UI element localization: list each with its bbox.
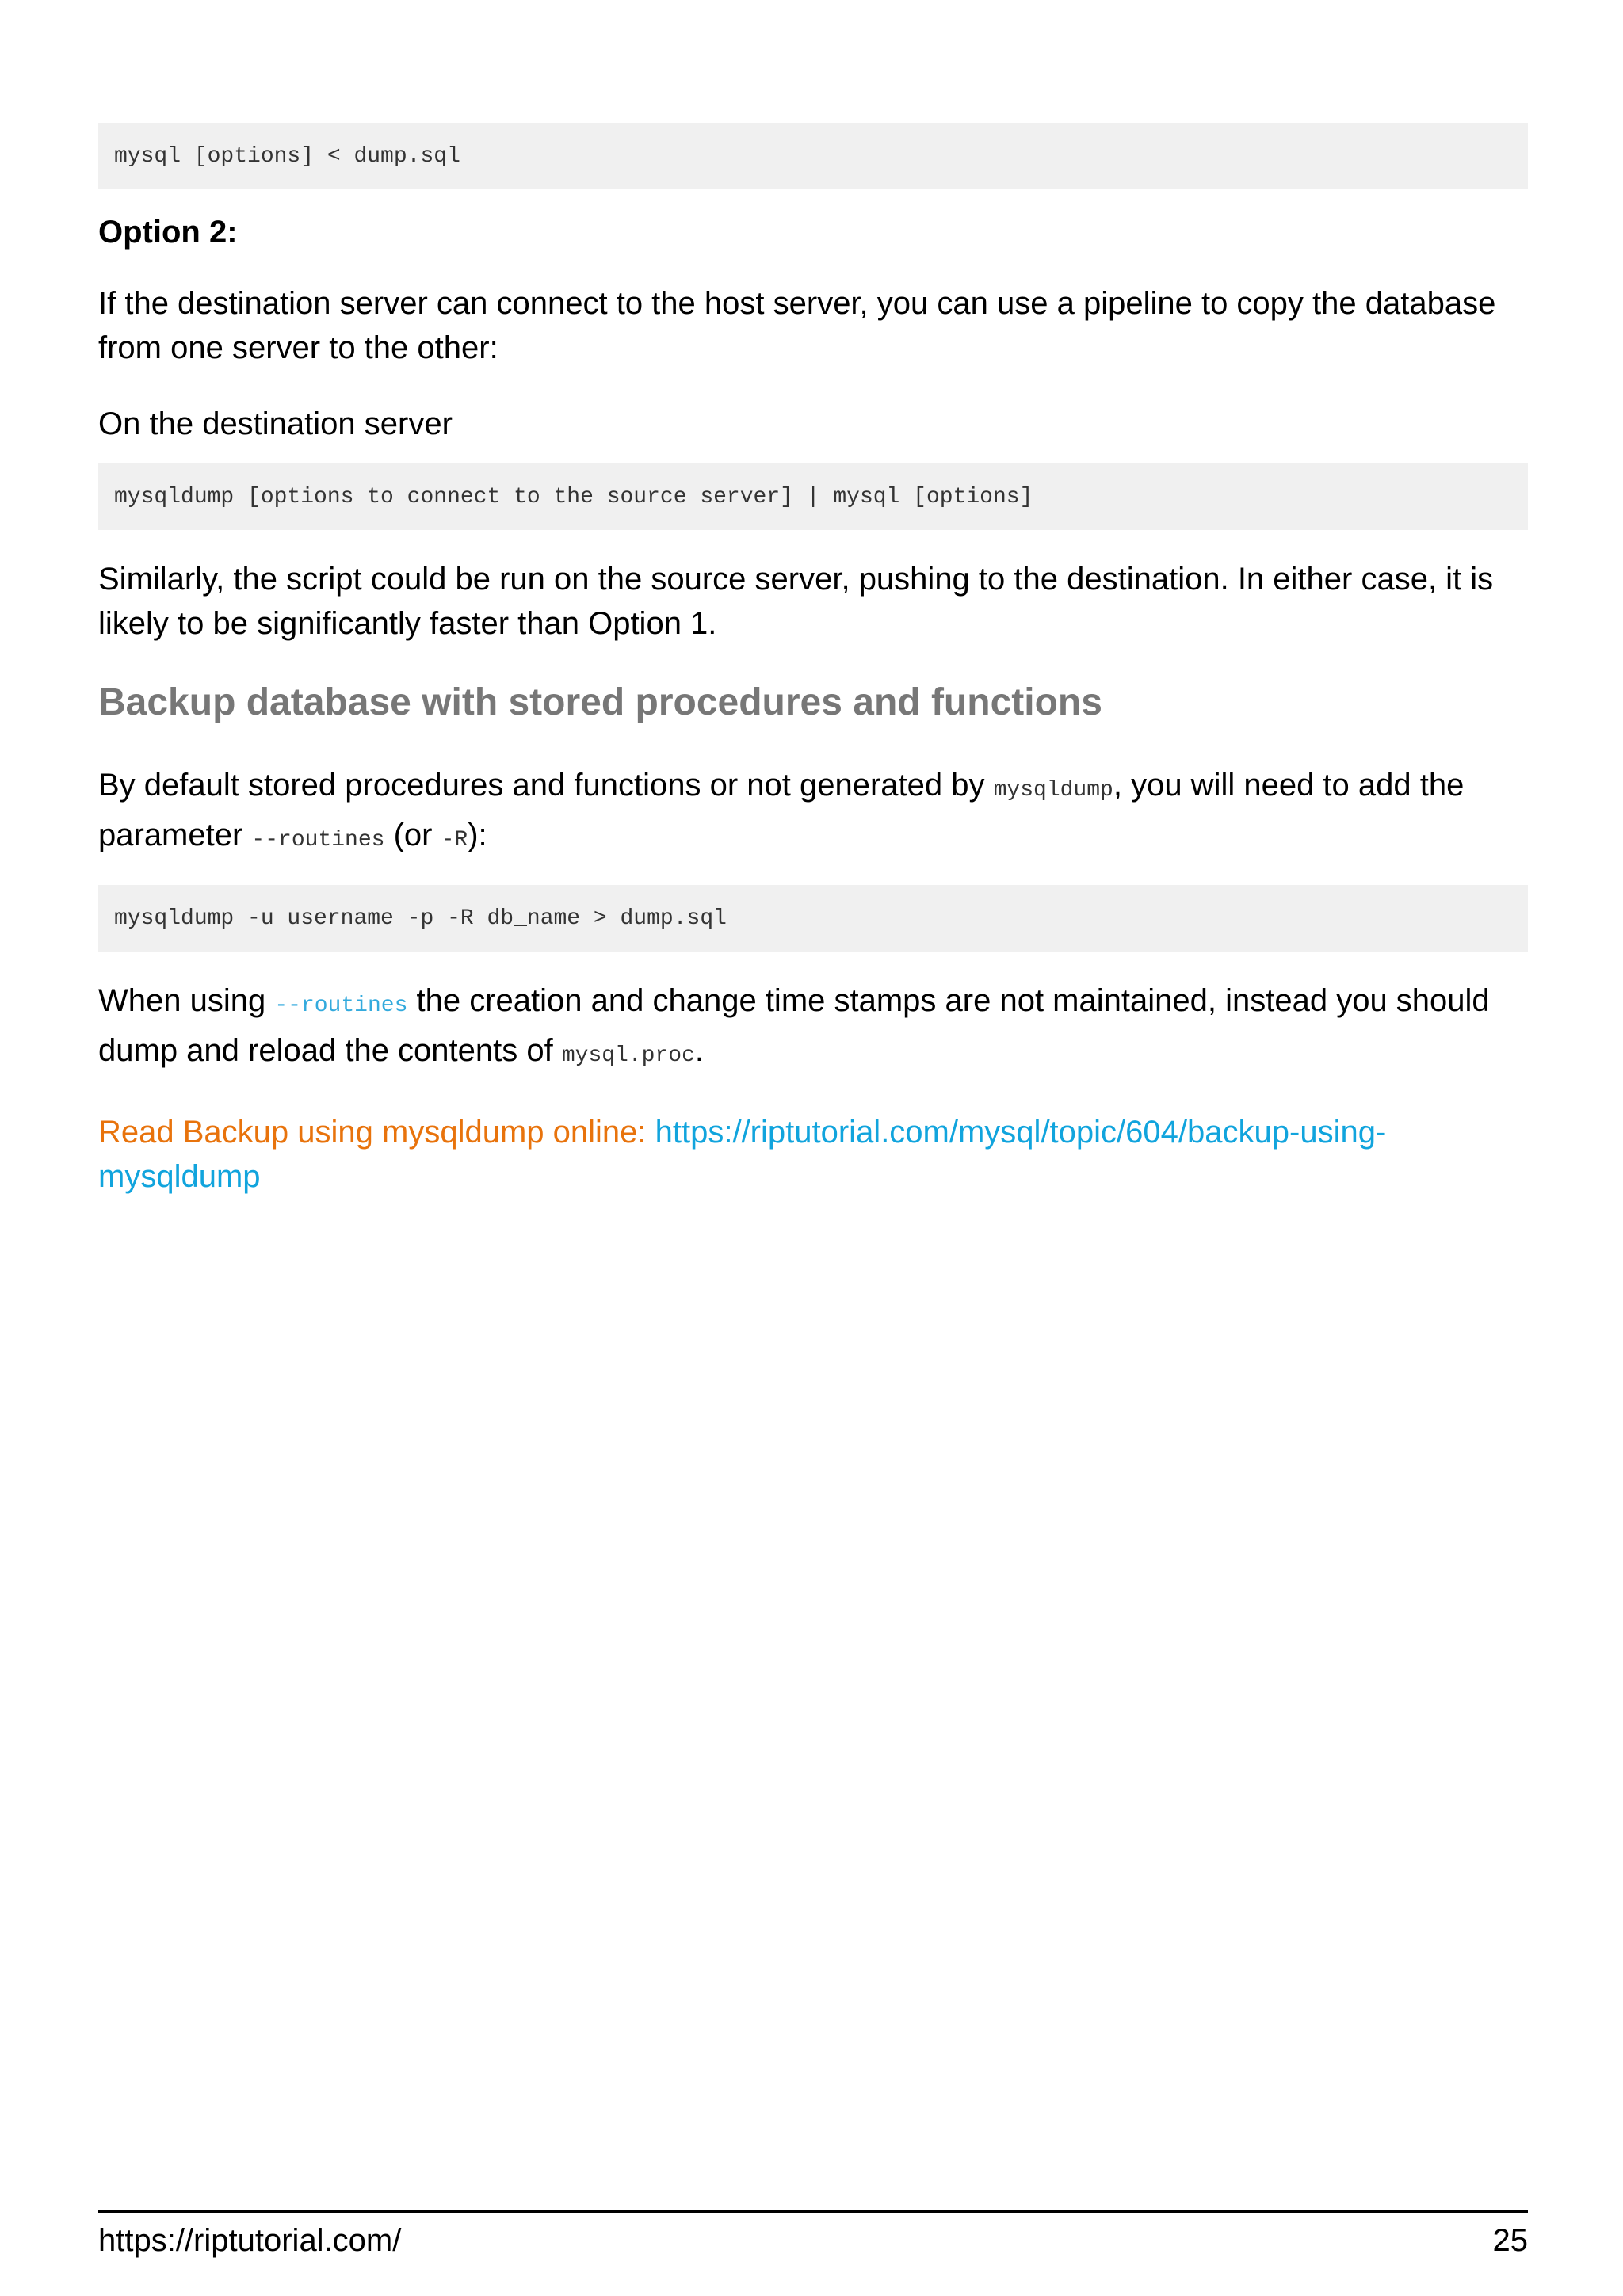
code-block-dump-routines: mysqldump -u username -p -R db_name > dump.sql	[98, 885, 1528, 952]
destination-server-paragraph: On the destination server	[98, 406, 453, 441]
timestamps-text-3: .	[694, 1033, 704, 1068]
option-2-label: Option 2:	[98, 215, 238, 250]
routines-text-1: By default stored procedures and functions or not generated by	[98, 768, 994, 803]
inline-code-mysql-proc: mysql.proc	[561, 1043, 695, 1068]
routines-text-4: ):	[468, 818, 487, 852]
page-content	[98, 123, 1528, 1199]
footer-site-url: https://riptutorial.com/	[98, 2223, 402, 2258]
inline-code-r: -R	[441, 828, 468, 852]
pipeline-paragraph: If the destination server can connect to the host server, you can use a pipeline to copy the database from one server to the other:	[98, 286, 1496, 365]
routines-text-2: , you will need to add the parameter	[98, 768, 1465, 852]
code-block-pipeline: mysqldump [options to connect to the source server] | mysql [options]	[98, 463, 1528, 530]
timestamps-text-2: the creation and change time stamps are not maintained, instead you should dump and reload the contents of	[98, 983, 1490, 1068]
inline-code-routines-link[interactable]: --routines	[274, 994, 408, 1018]
inline-code-mysqldump: mysqldump	[993, 778, 1113, 803]
timestamps-text-1: When using	[98, 983, 275, 1018]
timestamps-paragraph	[98, 978, 1528, 1078]
routines-paragraph	[98, 763, 1528, 863]
similarly-paragraph: Similarly, the script could be run on the source server, pushing to the destination. In either case, it is likely to be significantly faster than Option 1.	[98, 562, 1494, 641]
read-online-line	[98, 1110, 1528, 1199]
footer-page-number: 25	[1492, 2223, 1528, 2258]
code-block-mysql-restore: mysql [options] < dump.sql	[98, 123, 1528, 189]
section-heading: Backup database with stored procedures and functions	[98, 681, 1102, 723]
read-online-link[interactable]: https://riptutorial.com/mysql/topic/604/backup-using-mysqldump	[98, 1115, 1387, 1194]
inline-code-routines: --routines	[251, 828, 385, 852]
routines-text-3: (or	[384, 818, 441, 852]
footer-divider	[98, 2210, 1528, 2213]
read-online-label: Read Backup using mysqldump online:	[98, 1115, 655, 1150]
